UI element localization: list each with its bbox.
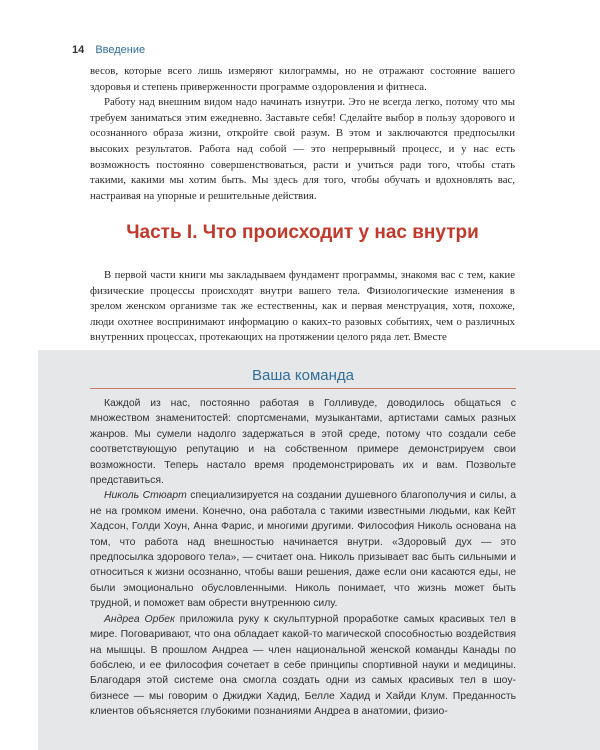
team-sidebar (38, 350, 600, 750)
sidebar-paragraph-1: Каждой из нас, постоянно работая в Голливуде, доводилось общаться с множеством знаменитостей: спортсменами, музыкантами, артистами самых разных жанров. Мы сумели надолго задержаться в этой среде, потому что создали себе соответствующую репутацию и на собственном примере демонстрируем свои возможности. Теперь настало время продемонстрировать их и вам. Позвольте представиться. (90, 398, 516, 487)
sidebar-paragraph-3-text: приложила руку к скульптурной проработке самых красивых тел в мире. Поговаривают, что она обладает какой-то магической способностью воздействия на мышцы. В прошлом Андреа — член национальной женской команды Канады по бобслею, и ее философия сочетает в себе принципы спортивной науки и медицины. Благодаря этой системе она смогла создать одни из самых красивых тел в шоу-бизнесе — мы говорим о Джиджи Хадид, Белле Хадид и Хайди Клум. Преданность клиентов объясняется глубокими познаниями Андреа в анатомии, физио- (90, 613, 517, 718)
running-head (72, 44, 145, 56)
intro-paragraph-2: Работу над внешним видом надо начинать изнутри. Это не всегда легко, потому что мы требуем заниматься этим ежедневно. Заставьте себя! Сделайте выбор в пользу здорового и осознанного образа жизни, откройте свой разум. В этом и заключаются предпосылки высоких результатов. Работа над собой — это непрерывный процесс, и у нас есть возможность постоянно совершенствоваться, расти и учиться ради того, чтобы стать такими, какими мы хотим быть. Мы здесь для того, чтобы обучать и вдохновлять вас, настраивая на упорные и решительные действия. (90, 96, 515, 202)
sidebar-paragraph-2-text: специализируется на создании душевного благополучия и силы, а не на громком имени. Конечно, она работала с такими известными людьми, как Кейт Хадсон, Голди Хоун, Анна Фарис, и многими другими. Философия Николь основана на том, что работа над внешностью начинается внутри. «Здоровый дух — это предпосылка здорового тела», — считает она. Николь призывает вас быть сильными и относиться к жизни осознанно, чтобы ваши решения, даже если они касаются еды, не были эмоционально обусловленными. Николь понимает, что жизнь может быть трудной, и поможет вам обрести внутреннюю силу. (90, 490, 516, 610)
page-number: 14 (72, 44, 85, 56)
part-text (90, 268, 515, 346)
intro-paragraph-1: весов, которые всего лишь измеряют килограммы, но не отражают состояние вашего здоровья и степень приверженности программе оздоровления и фитнеса. (90, 65, 515, 93)
intro-text (90, 64, 515, 204)
person-name-andrea: Андреа Орбек (104, 613, 175, 625)
person-name-nicole: Николь Стюарт (104, 490, 187, 502)
sidebar-paragraph-3 (90, 612, 516, 720)
sidebar-text (90, 396, 516, 720)
sidebar-paragraph-2 (90, 488, 516, 611)
part-heading: Часть I. Что происходит у нас внутри (126, 222, 479, 243)
sidebar-title: Ваша команда (90, 367, 516, 389)
part-paragraph-1: В первой части книги мы закладываем фундамент программы, знакомя вас с тем, какие физические процессы происходят внутри вашего тела. Физиологические изменения в зрелом женском организме так же естественны, как и первая менструация, хотя, похоже, люди охотнее воспринимают информацию о каких-то разовых событиях, чем о различных внутренних процессах, протекающих на протяжении целого ряда лет. Вместе (90, 269, 515, 344)
section-title: Введение (95, 44, 146, 56)
